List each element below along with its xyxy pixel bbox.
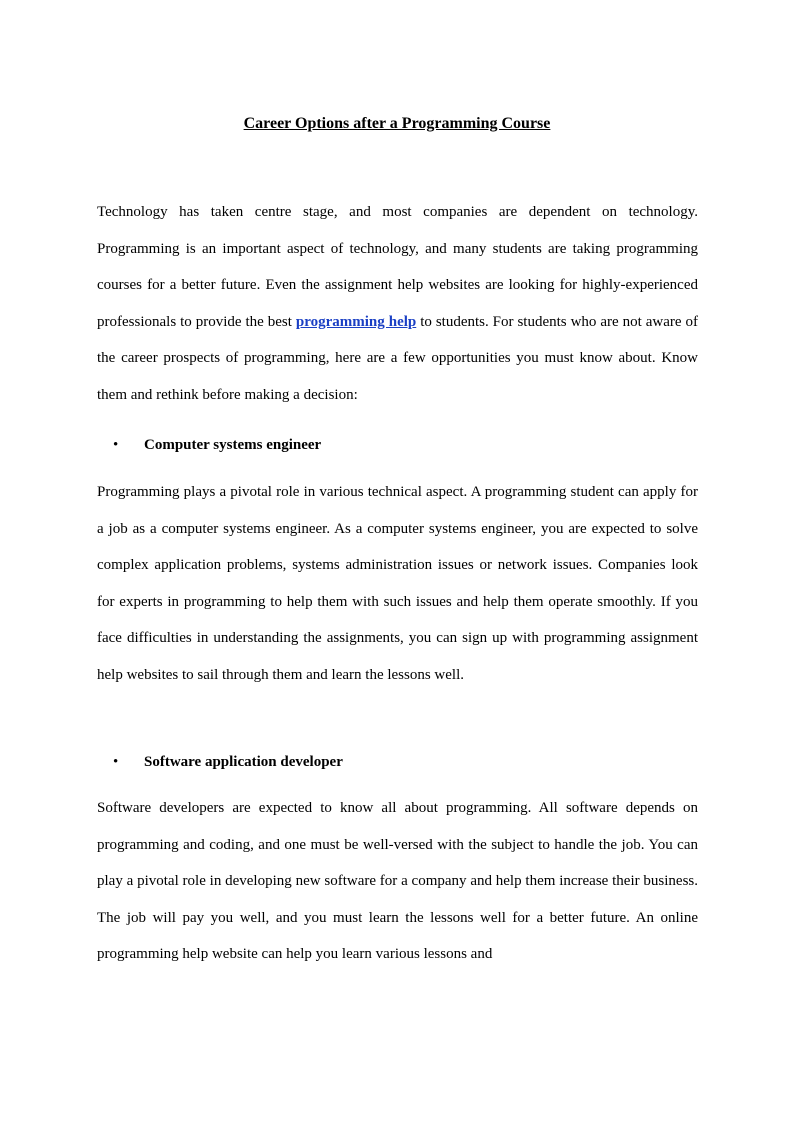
intro-text-after-link: to students. For students who are not aware of the career prospects of programming, here are a few opportunities you must know about. Know them and rethink before making a decision: — [97, 313, 698, 403]
page-title: Career Options after a Programming Course — [243, 115, 551, 132]
bullet-icon: • — [113, 437, 119, 453]
intro-paragraph — [97, 194, 698, 414]
section-heading-computer-systems-engineer — [113, 434, 698, 456]
section-heading-software-application-developer — [113, 751, 698, 773]
section-body-software-application-developer: Software developers are expected to know all about programming. All software depends on programming and coding, and one must be well-versed with the subject to handle the job. You can play a pivotal role in developing new software for a company and help them increase their business. The job will pay you well, and you must learn the lessons well for a better future. An online programming help website can help you learn various lessons and — [97, 800, 698, 963]
section-heading-text: Software application developer — [144, 754, 343, 770]
section-heading-text: Computer systems engineer — [144, 437, 322, 453]
section-body-computer-systems-engineer: Programming plays a pivotal role in various technical aspect. A programming student can apply for a job as a computer systems engineer. As a computer systems engineer, you are expected to solve complex application problems, systems administration issues or network issues. Companies look for experts in programming to help them with such issues and help them operate smoothly. If you face difficulties in understanding the assignments, you can sign up with programming assignment help websites to sail through them and learn the lessons well. — [97, 484, 698, 683]
intro-text-before-link: Technology has taken centre stage, and most companies are dependent on technology. Programming is an important aspect of technology, and many students are taking programming courses for a better future. Even the assignment help websites are looking for highly-experienced professionals to provide the best — [97, 204, 698, 330]
programming-help-link[interactable]: programming help — [295, 313, 417, 330]
bullet-icon: • — [113, 754, 119, 770]
